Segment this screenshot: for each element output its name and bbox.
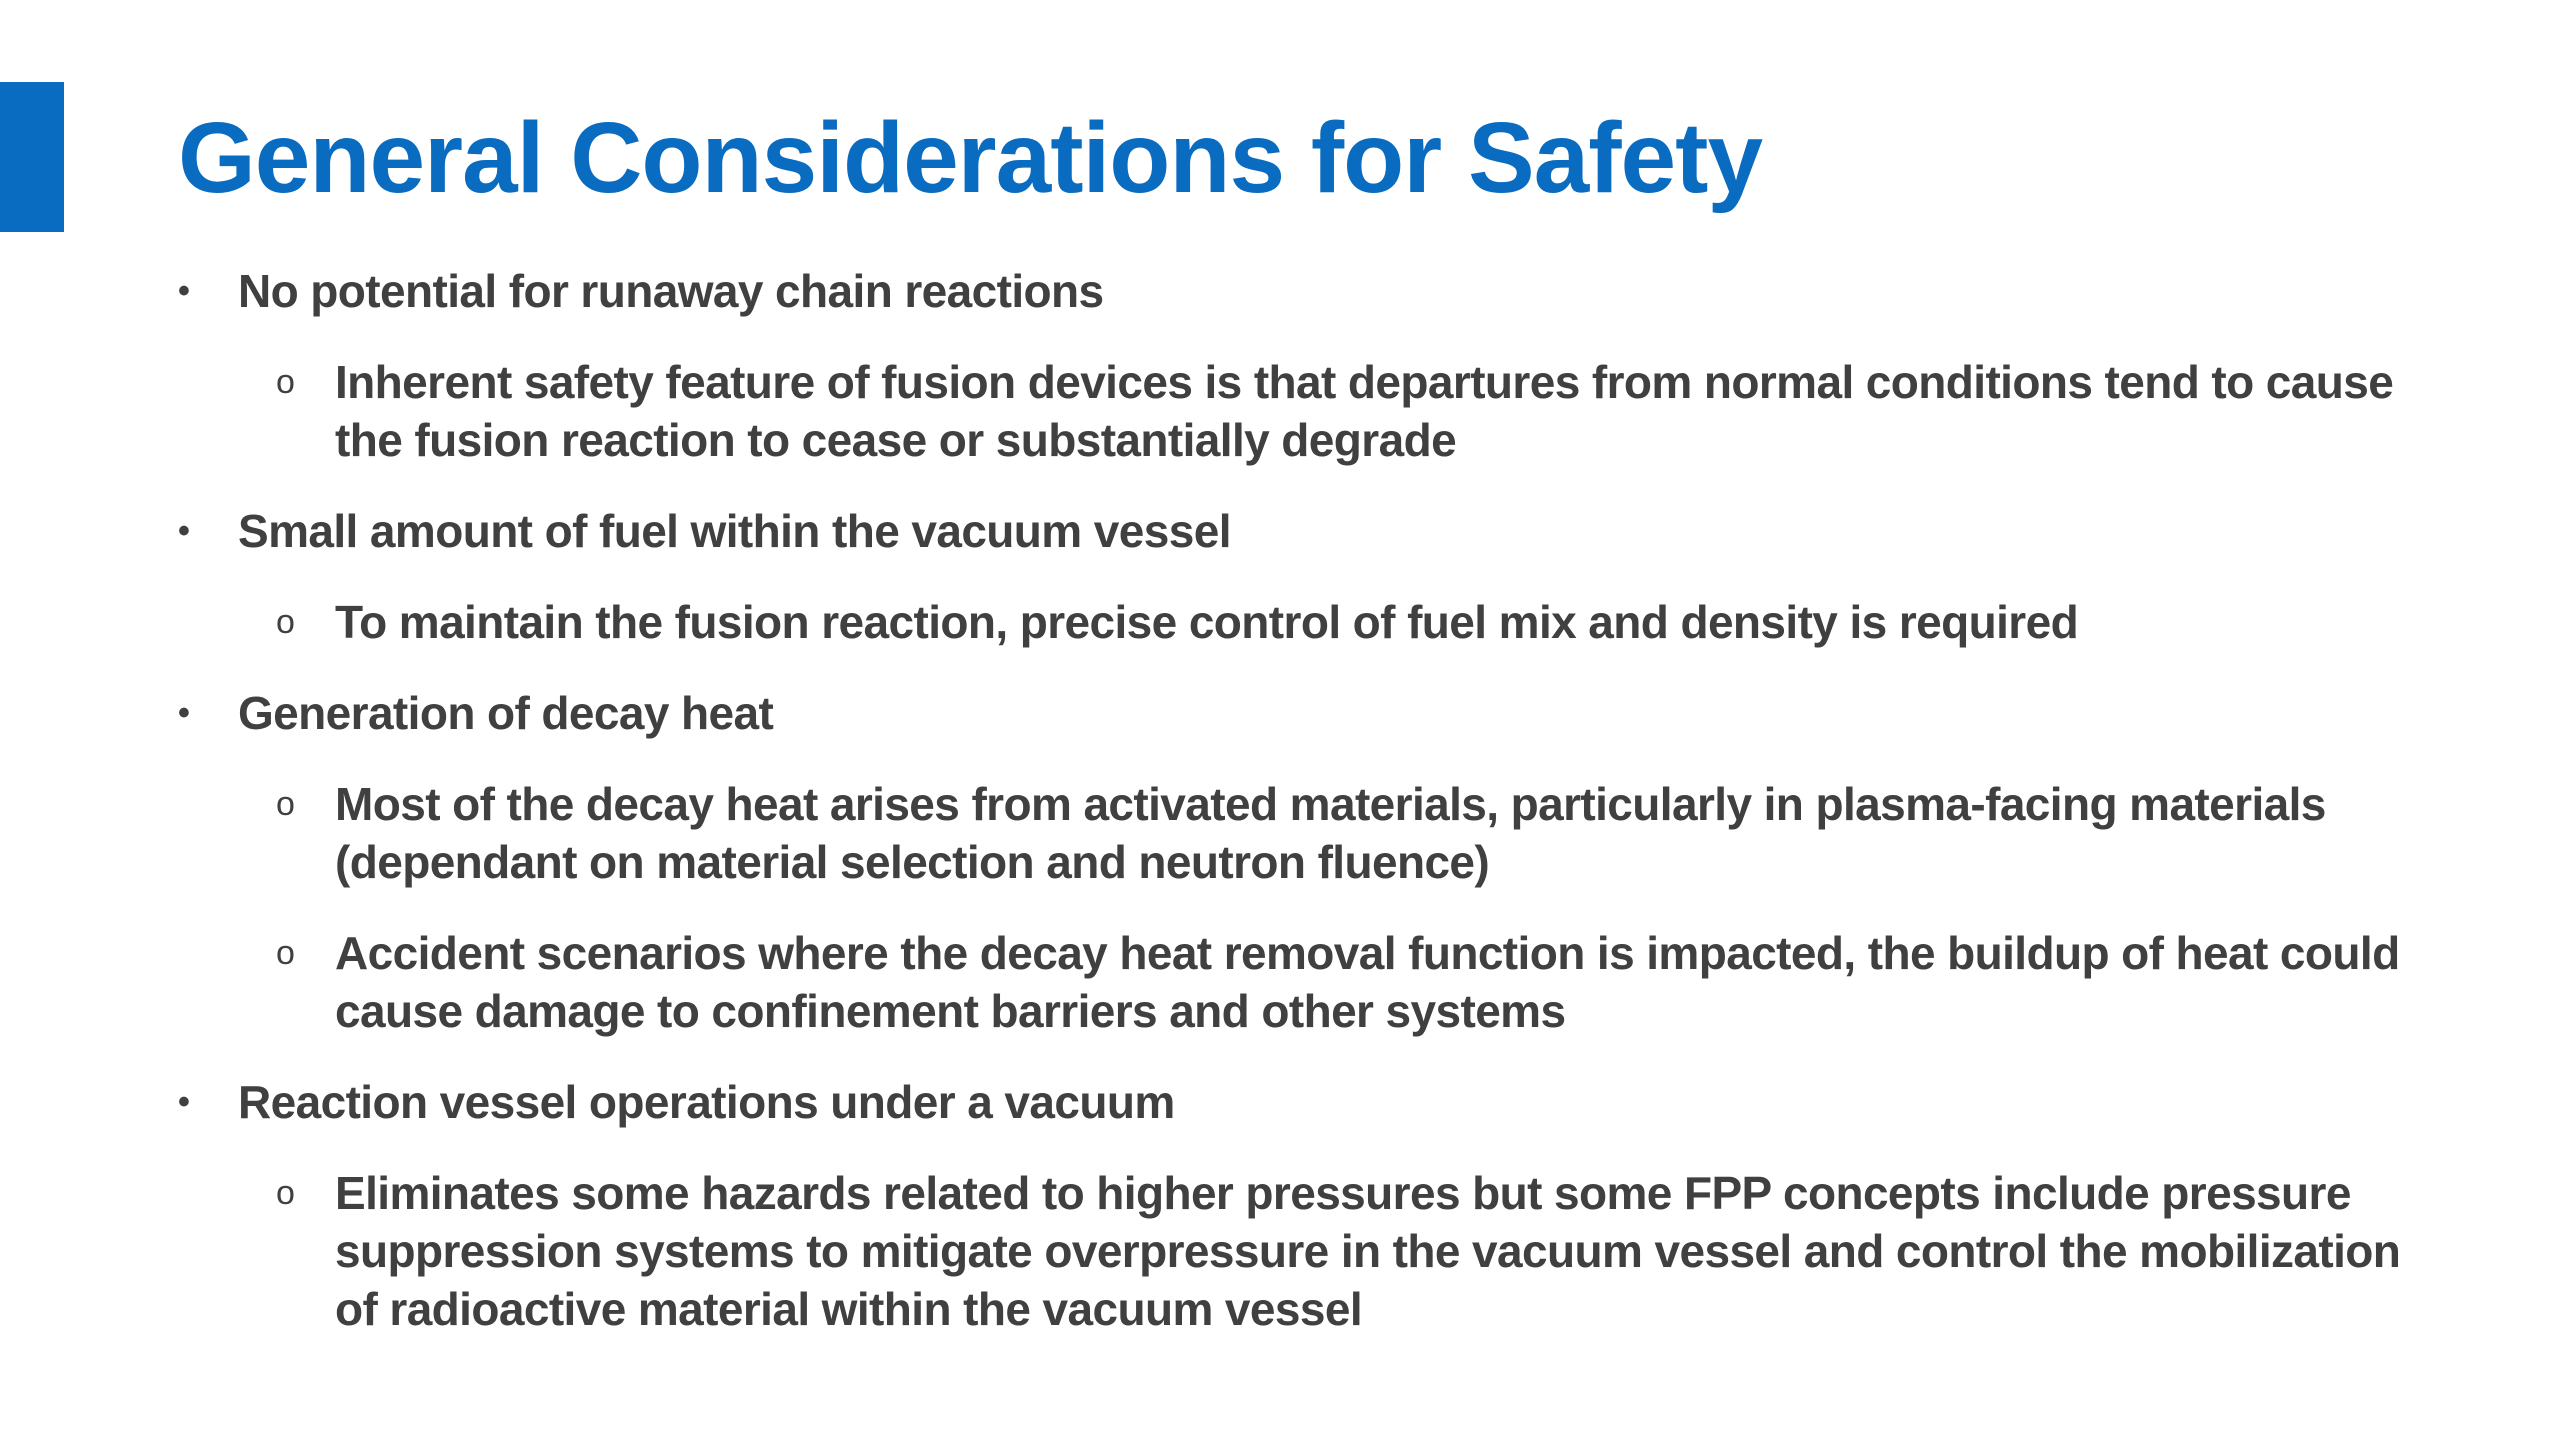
sub-bullet-marker: o: [276, 603, 295, 641]
bullet-marker: •: [178, 512, 190, 550]
sub-bullet-text: To maintain the fusion reaction, precise control of fuel mix and density is required: [335, 596, 2079, 648]
bullet-marker: •: [178, 272, 190, 310]
bullet-item: [0, 684, 2388, 742]
bullet-item: [0, 262, 2388, 320]
sub-bullet-text: Eliminates some hazards related to higher pressures but some FPP concepts include pressure suppression systems to mitigate overpressure in the vacuum vessel and control the mobilization of radioactive material within the vacuum vessel: [335, 1167, 2401, 1335]
bullet-text: Generation of decay heat: [238, 687, 774, 739]
slide-title: General Considerations for Safety: [178, 102, 1763, 214]
sub-bullet-marker: o: [276, 363, 295, 401]
sub-bullet-marker: o: [276, 1174, 295, 1212]
sub-bullet-marker: o: [276, 934, 295, 972]
bullet-list: [0, 262, 2560, 1371]
sub-bullet-text: Inherent safety feature of fusion devices is that departures from normal conditions tend to cause the fusion reaction to cease or substantially degrade: [335, 356, 2394, 466]
bullet-item: [0, 502, 2388, 560]
sub-bullet-item: [0, 775, 2415, 891]
bullet-text: Small amount of fuel within the vacuum vessel: [238, 505, 1231, 557]
sub-bullet-item: [0, 353, 2415, 469]
sub-bullet-item: [0, 924, 2415, 1040]
sub-bullet-text: Accident scenarios where the decay heat removal function is impacted, the buildup of heat could cause damage to confinement barriers and other systems: [335, 927, 2400, 1037]
sub-bullet-marker: o: [276, 785, 295, 823]
bullet-item: [0, 1073, 2388, 1131]
sub-bullet-text: Most of the decay heat arises from activated materials, particularly in plasma-facing materials (dependant on material selection and neutron fluence): [335, 778, 2326, 888]
accent-bar: [0, 82, 64, 232]
sub-bullet-item: [0, 1164, 2415, 1338]
bullet-marker: •: [178, 1083, 190, 1121]
bullet-text: No potential for runaway chain reactions: [238, 265, 1104, 317]
bullet-marker: •: [178, 694, 190, 732]
bullet-text: Reaction vessel operations under a vacuum: [238, 1076, 1175, 1128]
sub-bullet-item: [0, 593, 2415, 651]
